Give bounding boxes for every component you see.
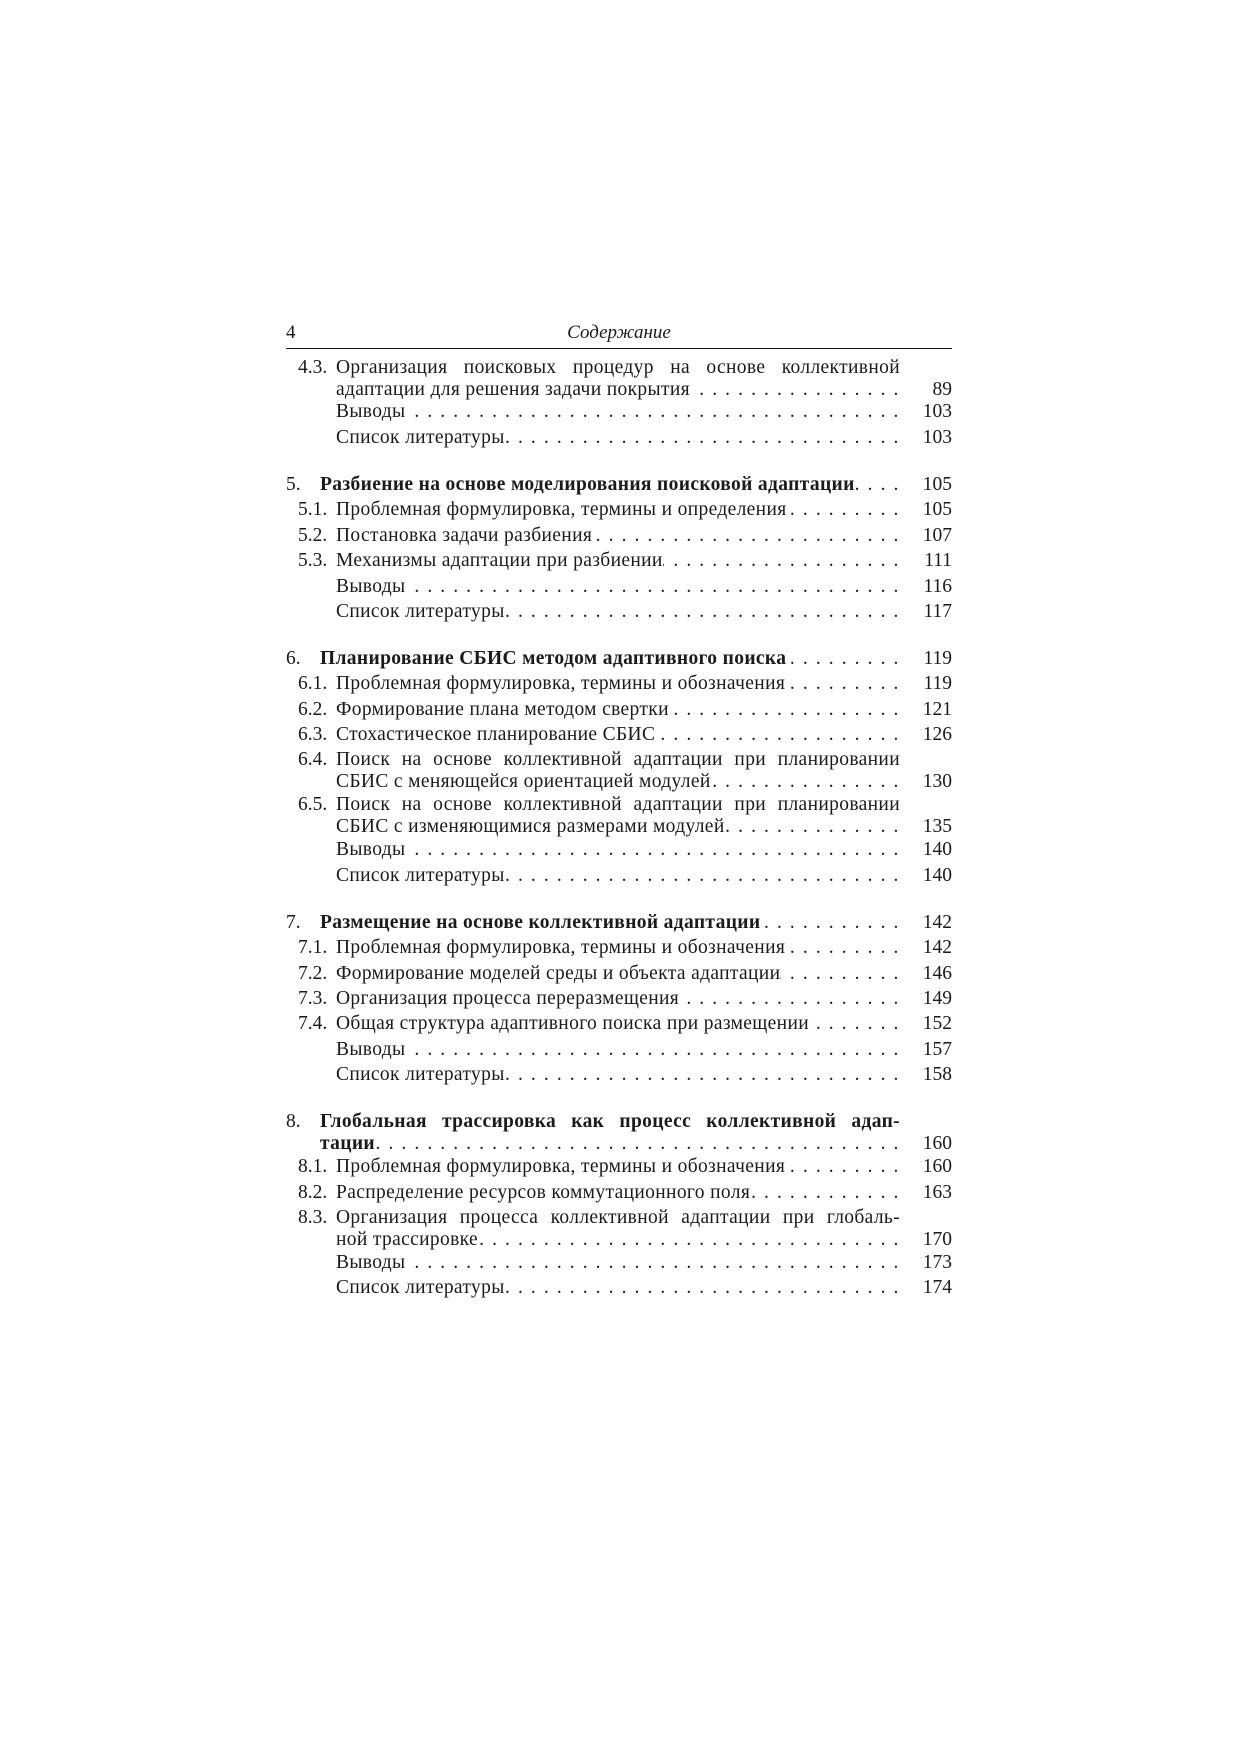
toc-entry-title-line: Выводы . . . bbox=[336, 1252, 900, 1274]
toc-entry-title-line: Поиск на основе коллективной адаптации при планировании bbox=[336, 794, 900, 815]
toc-entry-title-line: Выводы . . . bbox=[336, 576, 900, 598]
toc-entry-title-line: Проблемная формулировка, термины и обозначения . . . bbox=[336, 1156, 900, 1178]
toc-entry bbox=[286, 499, 952, 521]
toc-entry-number: 7.1. bbox=[298, 937, 328, 958]
toc-page-number: 142 bbox=[922, 912, 952, 933]
toc-page-number: 149 bbox=[922, 988, 952, 1009]
toc-entry bbox=[286, 963, 952, 985]
toc-page-number: 107 bbox=[922, 525, 952, 546]
toc-entry-number: 6.5. bbox=[298, 794, 328, 815]
toc-chapter bbox=[286, 474, 952, 496]
toc-entry-number: 7.2. bbox=[298, 963, 328, 984]
toc-entry-number: 7. bbox=[286, 912, 301, 933]
toc-entry bbox=[286, 427, 952, 449]
toc-entry-title-line: Постановка задачи разбиения . . . bbox=[336, 525, 900, 547]
toc-chapter bbox=[286, 1111, 952, 1155]
toc-entry-number: 8.2. bbox=[298, 1182, 328, 1203]
toc-page-number: 119 bbox=[923, 648, 952, 669]
toc-chapter bbox=[286, 912, 952, 934]
toc-entry-number: 8.3. bbox=[298, 1207, 328, 1228]
toc-page-number: 170 bbox=[922, 1229, 952, 1250]
toc-entry bbox=[286, 1064, 952, 1086]
toc-entry-title-line: СБИС с изменяющимися размерами модулей . . . bbox=[336, 816, 900, 838]
toc-entry bbox=[286, 1277, 952, 1299]
toc-page-number: 103 bbox=[922, 401, 952, 422]
toc-entry-title-line: Механизмы адаптации при разбиении . . . bbox=[336, 550, 900, 572]
running-header bbox=[286, 320, 952, 349]
toc-entry-title-line: Формирование моделей среды и объекта адаптации . . . bbox=[336, 963, 900, 985]
toc-entry bbox=[286, 794, 952, 838]
toc-page-number: 126 bbox=[922, 724, 952, 745]
toc-page-number: 117 bbox=[923, 601, 952, 622]
toc-entry-title-line: Разбиение на основе моделирования поисковой адаптации . . . bbox=[320, 474, 900, 496]
toc-entry bbox=[286, 601, 952, 623]
toc-page-number: 116 bbox=[923, 576, 952, 597]
toc-entry bbox=[286, 865, 952, 887]
toc-entry-title-line: Выводы . . . bbox=[336, 839, 900, 861]
toc-entry bbox=[286, 1252, 952, 1274]
toc-page-number: 111 bbox=[924, 550, 952, 571]
toc-entry bbox=[286, 1156, 952, 1178]
toc-page-number: 157 bbox=[922, 1039, 952, 1060]
toc-page-number: 121 bbox=[922, 699, 952, 720]
toc-page-number: 146 bbox=[922, 963, 952, 984]
toc-entry-title-line: Организация процесса коллективной адаптации при глобаль- bbox=[336, 1207, 900, 1228]
toc-entry-title-line: Стохастическое планирование СБИС . . . bbox=[336, 724, 900, 746]
toc-entry-number: 6.4. bbox=[298, 749, 328, 770]
toc-entry bbox=[286, 699, 952, 721]
toc-chapter bbox=[286, 648, 952, 670]
toc-entry-title-line: Список литературы . . . bbox=[336, 427, 900, 449]
toc-entry bbox=[286, 673, 952, 695]
toc-entry-title-line: Организация поисковых процедур на основе коллективной bbox=[336, 357, 900, 378]
header-title: Содержание bbox=[567, 322, 671, 343]
toc-entry bbox=[286, 839, 952, 861]
toc-entry-number: 7.4. bbox=[298, 1013, 328, 1034]
toc-entry-number: 5.1. bbox=[298, 499, 328, 520]
header-page-number: 4 bbox=[286, 322, 296, 343]
toc-page-number: 174 bbox=[922, 1277, 952, 1298]
toc-entry-number: 7.3. bbox=[298, 988, 328, 1009]
toc-entry-number: 8.1. bbox=[298, 1156, 328, 1177]
toc-entry-title-line: СБИС с меняющейся ориентацией модулей . . . bbox=[336, 771, 900, 793]
toc-entry-number: 6. bbox=[286, 648, 301, 669]
toc-entry-number: 5.2. bbox=[298, 525, 328, 546]
toc-page-number: 152 bbox=[922, 1013, 952, 1034]
toc-page-number: 160 bbox=[922, 1133, 952, 1154]
toc-entry bbox=[286, 401, 952, 423]
toc-page-number: 173 bbox=[922, 1252, 952, 1273]
toc-entry-title-line: Организация процесса переразмещения . . . bbox=[336, 988, 900, 1010]
toc-entry-title-line: ной трассировке . . . bbox=[336, 1229, 900, 1251]
toc-page-number: 89 bbox=[932, 379, 952, 400]
toc-entry-title-line: Выводы . . . bbox=[336, 1039, 900, 1061]
toc-entry bbox=[286, 525, 952, 547]
toc-page-number: 135 bbox=[922, 816, 952, 837]
toc-entry-title-line: Проблемная формулировка, термины и обозначения . . . bbox=[336, 673, 900, 695]
toc-entry bbox=[286, 749, 952, 793]
toc-page-number: 105 bbox=[922, 474, 952, 495]
toc-entry-number: 4.3. bbox=[298, 357, 328, 378]
toc-page-number: 103 bbox=[922, 427, 952, 448]
toc-page-number: 119 bbox=[923, 673, 952, 694]
toc-entry bbox=[286, 937, 952, 959]
toc-entry-title-line: адаптации для решения задачи покрытия . . . bbox=[336, 379, 900, 401]
toc-entry-title-line: Распределение ресурсов коммутационного поля . . . bbox=[336, 1182, 900, 1204]
toc-entry-number: 6.2. bbox=[298, 699, 328, 720]
toc-entry-title-line: Список литературы . . . bbox=[336, 1277, 900, 1299]
toc-page-number: 140 bbox=[922, 865, 952, 886]
toc-page-number: 160 bbox=[922, 1156, 952, 1177]
toc-page-number: 105 bbox=[922, 499, 952, 520]
toc-entry-title-line: Проблемная формулировка, термины и обозначения . . . bbox=[336, 937, 900, 959]
toc-page-number: 140 bbox=[922, 839, 952, 860]
toc-entry-number: 6.3. bbox=[298, 724, 328, 745]
toc-entry-number: 5. bbox=[286, 474, 301, 495]
toc-entry-title-line: Выводы . . . bbox=[336, 401, 900, 423]
toc-entry bbox=[286, 1207, 952, 1251]
toc-entry-title-line: Список литературы . . . bbox=[336, 601, 900, 623]
toc-page-number: 142 bbox=[922, 937, 952, 958]
toc-entry bbox=[286, 1039, 952, 1061]
toc-page-number: 130 bbox=[922, 771, 952, 792]
toc-entry-title-line: Список литературы . . . bbox=[336, 1064, 900, 1086]
toc-entry bbox=[286, 1182, 952, 1204]
toc-entry-title-line: Планирование СБИС методом адаптивного поиска . . . bbox=[320, 648, 900, 670]
toc-entry-number: 5.3. bbox=[298, 550, 328, 571]
toc-entry bbox=[286, 724, 952, 746]
toc-entry-title-line: тации . . . bbox=[320, 1133, 900, 1155]
toc-entry bbox=[286, 1013, 952, 1035]
toc-entry-title-line: Размещение на основе коллективной адаптации . . . bbox=[320, 912, 900, 934]
toc-entry bbox=[286, 576, 952, 598]
toc-entry-title-line: Поиск на основе коллективной адаптации при планировании bbox=[336, 749, 900, 770]
toc-entry bbox=[286, 357, 952, 401]
toc-entry-number: 8. bbox=[286, 1111, 301, 1132]
toc-entry bbox=[286, 550, 952, 572]
toc-entry-number: 6.1. bbox=[298, 673, 328, 694]
toc-entry-title-line: Список литературы . . . bbox=[336, 865, 900, 887]
toc-page-number: 163 bbox=[922, 1182, 952, 1203]
toc-entry-title-line: Общая структура адаптивного поиска при размещении . . . bbox=[336, 1013, 900, 1035]
book-page bbox=[286, 320, 952, 1298]
toc-page-number: 158 bbox=[922, 1064, 952, 1085]
toc-entry-title-line: Проблемная формулировка, термины и определения . . . bbox=[336, 499, 900, 521]
toc-entry-title-line: Глобальная трассировка как процесс коллективной адап- bbox=[320, 1111, 900, 1132]
toc-entry bbox=[286, 988, 952, 1010]
toc-entry-title-line: Формирование плана методом свертки . . . bbox=[336, 699, 900, 721]
